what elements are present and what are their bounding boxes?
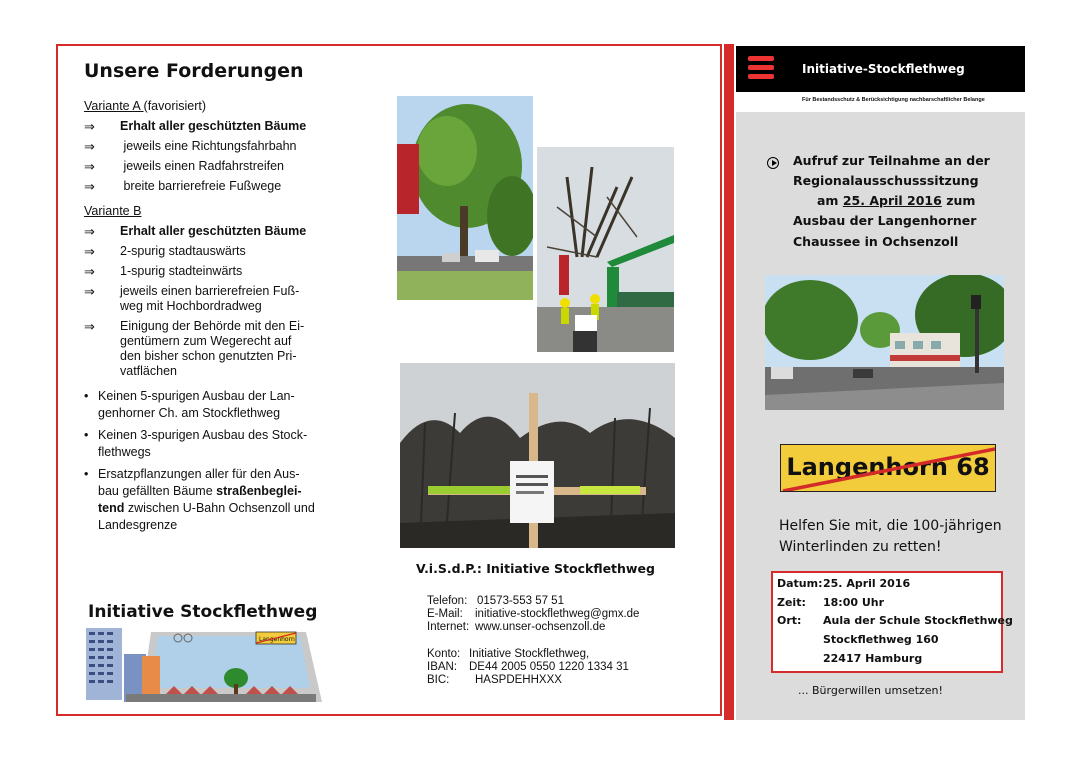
iban-value: DE44 2005 0550 1220 1334 31: [469, 661, 629, 673]
footer-slogan: ... Bürgerwillen umsetzen!: [798, 684, 943, 697]
telefon-value: 01573-553 57 51: [477, 595, 564, 607]
ort-value-2: Stockflethweg 160: [823, 633, 939, 646]
list-item: ⇒ Einigung der Behörde mit den Ei- gentümern zum Wegerecht auf den bisher schon genutzten Pri- vatflächen: [84, 319, 305, 378]
arrow-icon: ⇒: [84, 139, 95, 154]
ort-label: Ort:: [777, 614, 802, 627]
arrow-icon: ⇒: [84, 224, 95, 239]
variant-a-heading: Variante A (favorisiert): [84, 99, 207, 113]
list-item: ⇒ jeweils einen Radfahrstreifen: [84, 159, 284, 174]
email-value[interactable]: initiative-stockflethweg@gmx.de: [475, 608, 640, 620]
logo-sign-text: Langenhorn: [259, 636, 295, 643]
list-item: • Keinen 5-spurigen Ausbau der Lan- genhorner Ch. am Stockflethweg: [84, 389, 295, 420]
arrow-icon: ⇒: [84, 319, 95, 334]
list-item: ⇒ jeweils eine Richtungsfahrbahn: [84, 139, 297, 154]
aufruf-date: 25. April 2016: [842, 193, 942, 208]
initiative-logo: [86, 626, 322, 706]
photo-street-ochsenzoll: [765, 275, 1004, 410]
list-item: ⇒ breite barrierefreie Fußwege: [84, 179, 282, 194]
telefon-label: Telefon:: [427, 595, 468, 607]
bic-label: BIC:: [427, 674, 450, 686]
town-sign: [780, 444, 996, 492]
town-sign-text: Langenhorn 68: [786, 453, 990, 481]
konto-value: Initiative Stockflethweg,: [469, 648, 590, 660]
page-title: Unsere Forderungen: [84, 60, 304, 82]
konto-label: Konto:: [427, 648, 461, 660]
play-icon: [767, 157, 779, 169]
internet-label: Internet:: [427, 621, 470, 633]
aufruf-line-4: Ausbau der Langenhorner: [793, 213, 977, 228]
list-item: ⇒ Erhalt aller geschützten Bäume: [84, 224, 307, 239]
photo-protest-cross: [400, 363, 675, 548]
header-title: Initiative-Stockflethweg: [802, 62, 965, 76]
aufruf-line-5: Chaussee in Ochsenzoll: [793, 234, 959, 249]
bullet-list: [84, 388, 329, 539]
photo-tree-street: [397, 96, 533, 300]
list-item: ⇒ jeweils einen barrierefreien Fuß- weg mit Hochbordradweg: [84, 284, 300, 313]
aufruf-line-2: Regionalausschusssitzung: [793, 173, 979, 188]
variant-a-note: (favorisiert): [143, 99, 207, 113]
aufruf-line-3: am 25. April 2016 zum: [817, 193, 976, 208]
visdp-line: V.i.S.d.P.: Initiative Stockflethweg: [416, 561, 655, 576]
variant-b-heading: Variante B: [84, 204, 142, 218]
variant-b-list: [84, 204, 324, 384]
ort-value-1: Aula der Schule Stockflethweg: [823, 614, 1013, 627]
arrow-icon: ⇒: [84, 119, 95, 134]
list-item: ⇒ Erhalt aller geschützten Bäume: [84, 119, 307, 134]
contact-block: [427, 595, 639, 634]
bank-block: [427, 648, 629, 687]
datum-value: 25. April 2016: [823, 577, 911, 590]
bullet-icon: •: [84, 389, 89, 403]
iban-label: IBAN:: [427, 661, 458, 673]
zeit-label: Zeit:: [777, 596, 806, 609]
arrow-icon: ⇒: [84, 159, 95, 174]
helfen-line-1: Helfen Sie mit, die 100-jährigen: [779, 518, 1002, 534]
list-item: ⇒ 2-spurig stadtauswärts: [84, 244, 246, 259]
bullet-icon: •: [84, 428, 89, 442]
list-item: • Keinen 3-spurigen Ausbau des Stock- flethwegs: [84, 428, 308, 459]
bic-value: HASPDEHHXXX: [475, 674, 562, 686]
header-subtitle: Für Bestandsschutz & Berücksichtigung nachbarschaftlicher Belange: [802, 97, 985, 103]
ort-value-3: 22417 Hamburg: [823, 652, 923, 665]
arrow-icon: ⇒: [84, 284, 95, 299]
datum-label: Datum:: [777, 577, 823, 590]
internet-value[interactable]: www.unser-ochsenzoll.de: [475, 621, 606, 633]
arrow-icon: ⇒: [84, 244, 95, 259]
zeit-value: 18:00 Uhr: [823, 596, 885, 609]
photo-crane-workers: [537, 147, 674, 352]
aufruf-line-1: Aufruf zur Teilnahme an der: [793, 153, 990, 168]
menu-icon[interactable]: [748, 56, 774, 78]
variant-a-list: [84, 99, 324, 199]
brand-title: Initiative Stockflethweg: [88, 602, 318, 622]
red-divider-strip: [724, 44, 734, 720]
bullet-icon: •: [84, 467, 89, 481]
helfen-line-2: Winterlinden zu retten!: [779, 539, 942, 555]
arrow-icon: ⇒: [84, 264, 95, 279]
email-label: E-Mail:: [427, 608, 463, 620]
list-item: • Ersatzpflanzungen aller für den Aus- bau gefällten Bäume straßenbeglei- tend zwischen U-Bahn Ochsenzoll und Landesgrenze: [84, 467, 315, 532]
strike-through-line: [781, 445, 996, 492]
list-item: ⇒ 1-spurig stadteinwärts: [84, 264, 243, 279]
arrow-icon: ⇒: [84, 179, 95, 194]
